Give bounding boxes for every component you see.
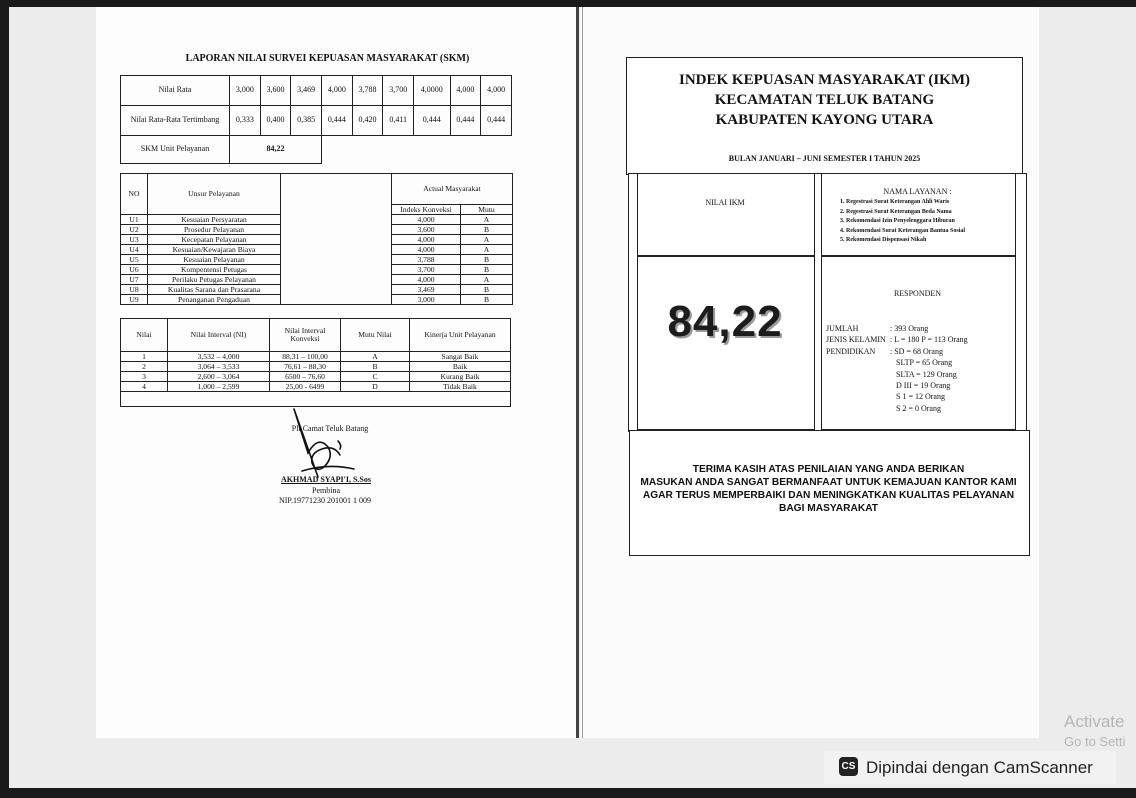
- nilai-rata-cell: 3,700: [383, 76, 414, 106]
- activate-windows-watermark: [1064, 712, 1125, 749]
- unsur-indeks: 4,000: [392, 245, 461, 255]
- unsur-no: U5: [121, 255, 148, 265]
- thanks-message: [629, 463, 1028, 515]
- thanks-line: MASUKAN ANDA SANGAT BERMANFAAT UNTUK KEMAJUAN KANTOR KAMI: [640, 477, 1017, 488]
- nilai-rata-cell: 4,0000: [414, 76, 451, 106]
- unsur-indeks: 3,700: [392, 265, 461, 275]
- interval-konveksi: 76,61 – 88,30: [270, 362, 341, 372]
- unsur-name: Kesuaian Persyaratan: [148, 215, 281, 225]
- nilai-tertimbang-cell: 0,444: [322, 106, 353, 136]
- page-fold-shadow: [582, 7, 583, 738]
- unsur-mutu: A: [461, 275, 513, 285]
- unsur-indeks: 3,788: [392, 255, 461, 265]
- col-actual-header: Actual Masyarakat: [392, 174, 513, 205]
- col-interval-header: Nilai Interval (NI): [168, 319, 270, 352]
- list-item: [826, 391, 1014, 402]
- responden-jk-row: [826, 334, 1014, 345]
- unsur-mutu: A: [461, 245, 513, 255]
- unsur-no: U3: [121, 235, 148, 245]
- layanan-title: NAMA LAYANAN :: [883, 187, 952, 196]
- unsur-name: Prosedur Pelayanan: [148, 225, 281, 235]
- pendidikan-value: SLTP = 65 Orang: [896, 358, 953, 368]
- scan-border-top: [0, 0, 1136, 7]
- interval-kinerja: Sangat Baik: [410, 352, 511, 362]
- col-indeks-header: Indeks Konveksi: [392, 205, 461, 215]
- unsur-mutu: B: [461, 265, 513, 275]
- responden-details: [826, 323, 1014, 414]
- unsur-mutu: B: [461, 285, 513, 295]
- jenis-kelamin-label: JENIS KELAMIN: [826, 335, 886, 345]
- camscanner-logo-icon: CS: [839, 757, 858, 776]
- skm-unit-row: [121, 136, 512, 164]
- list-item: 4. Rekomendasi Surat Keterangan Bantua Sosial: [840, 227, 966, 234]
- jenis-kelamin-value: : L = 180 P = 113 Orang: [890, 335, 968, 345]
- pendidikan-value: S 2 = 0 Orang: [896, 403, 941, 413]
- pendidikan-value: S 1 = 12 Orang: [896, 392, 945, 402]
- nilai-rata-cell: 3,788: [352, 76, 383, 106]
- jumlah-value: : 393 Orang: [890, 324, 929, 333]
- thanks-line: TERIMA KASIH ATAS PENILAIAN YANG ANDA BERIKAN: [692, 464, 965, 475]
- signatory-name: AKHMAD SYAPI'I, S.Sos: [281, 475, 371, 484]
- col-konveksi-header: Nilai Interval Konveksi: [270, 319, 341, 352]
- unsur-no: U1: [121, 215, 148, 225]
- unsur-indeks: 4,000: [392, 215, 461, 225]
- nilai-tertimbang-cell: 0,420: [352, 106, 383, 136]
- unsur-name: Kecepatan Pelayanan: [148, 235, 281, 245]
- list-item: [826, 369, 1014, 380]
- nilai-tertimbang-cell: 0,385: [291, 106, 322, 136]
- unsur-mutu: B: [461, 295, 513, 305]
- unsur-mutu: B: [461, 255, 513, 265]
- nilai-rata-row: [121, 76, 512, 106]
- interval-konveksi: 6500 – 76,60: [270, 372, 341, 382]
- scan-border-bottom: [0, 788, 1136, 798]
- list-item: [826, 380, 1014, 391]
- thanks-line: AGAR TERUS MEMPERBAIKI DAN MENINGKATKAN KUALITAS PELAYANAN: [642, 490, 1015, 501]
- signatory-role: Plt Camat Teluk Batang: [291, 424, 369, 433]
- list-item: 3. Rekomendasi Izin Penyelenggara Hiburan: [840, 218, 955, 225]
- nilai-ikm-value: 84,22: [667, 297, 783, 346]
- skm-unit-label: SKM Unit Pelayanan: [121, 136, 230, 164]
- camscanner-text: Dipindai dengan CamScanner: [866, 758, 1093, 777]
- pendidikan-value: SLTA = 129 Orang: [896, 369, 957, 379]
- responden-pendidikan-row: [826, 346, 1014, 357]
- col-no-header: NO: [121, 174, 148, 215]
- nilai-rata-cell: 4,000: [481, 76, 512, 106]
- nilai-tertimbang-row: [121, 106, 512, 136]
- nilai-tertimbang-cell: 0,400: [260, 106, 291, 136]
- table-row: [121, 362, 511, 372]
- nilai-tertimbang-cell: 0,411: [383, 106, 414, 136]
- activate-line2: Go to Setti: [1064, 734, 1126, 749]
- table-row: [121, 352, 511, 362]
- nilai-rata-cell: 3,600: [260, 76, 291, 106]
- signatory-rank: Pembina: [312, 486, 340, 495]
- unsur-no: U7: [121, 275, 148, 285]
- interval-range: 3,064 – 3,533: [168, 362, 270, 372]
- nilai-tertimbang-label: Nilai Rata-Rata Tertimbang: [121, 106, 230, 136]
- interval-mutu: D: [341, 382, 410, 392]
- ikm-header-box: [626, 57, 1023, 175]
- unsur-no: U2: [121, 225, 148, 235]
- col-nilai-header: Nilai: [121, 319, 168, 352]
- interval-nilai: 1: [121, 352, 168, 362]
- unsur-no: U9: [121, 295, 148, 305]
- ikm-title-line2: KECAMATAN TELUK BATANG: [714, 92, 935, 108]
- interval-header-row: [121, 319, 511, 352]
- nilai-rata-cell: 4,000: [450, 76, 481, 106]
- col-kinerja-header: Kinerja Unit Pelayanan: [410, 319, 511, 352]
- col-mutu-header: Mutu: [461, 205, 513, 215]
- unsur-name: Perilaku Petugas Pelayanan: [148, 275, 281, 285]
- thanks-line: BAGI MASYARAKAT: [778, 503, 879, 514]
- list-item: 1. Regestrasi Surat Keterangan Ahli Waris: [840, 199, 950, 205]
- unsur-indeks: 3,469: [392, 285, 461, 295]
- list-item: 2. Regestrasi Surat Keterangan Beda Nama: [840, 208, 952, 215]
- list-item: [826, 403, 1014, 414]
- list-item: 5. Rekomendasi Dispensasi Nikah: [840, 237, 927, 244]
- unsur-no: U4: [121, 245, 148, 255]
- interval-mutu: B: [341, 362, 410, 372]
- jumlah-label: JUMLAH: [826, 324, 859, 333]
- unsur-name: Penanganan Pengaduan: [148, 295, 281, 305]
- nilai-rata-cell: 3,469: [291, 76, 322, 106]
- nilai-tertimbang-cell: 0,333: [230, 106, 261, 136]
- table-row: [121, 372, 511, 382]
- nilai-ikm-label: NILAI IKM: [705, 198, 745, 207]
- unsur-mutu: A: [461, 235, 513, 245]
- pendidikan-value: : SD = 68 Orang: [890, 346, 943, 356]
- nilai-rata-cell: 4,000: [322, 76, 353, 106]
- col-unsur-header: Unsur Pelayanan: [148, 174, 281, 215]
- page-fold-line: [576, 7, 579, 738]
- interval-mutu: C: [341, 372, 410, 382]
- unsur-indeks: 3,000: [392, 295, 461, 305]
- ikm-title-line3: KABUPATEN KAYONG UTARA: [715, 112, 934, 128]
- unsur-name: Kesuaian Pelayanan: [148, 255, 281, 265]
- layanan-list: [840, 198, 1015, 246]
- responden-jumlah-row: [826, 323, 1014, 334]
- unsur-indeks: 3,600: [392, 225, 461, 235]
- nilai-ikm-label-cell: [637, 173, 815, 257]
- interval-kinerja: Tidak Baik: [410, 382, 511, 392]
- nilai-tertimbang-cell: 0,444: [414, 106, 451, 136]
- interval-table: [120, 318, 511, 407]
- nilai-rata-label: Nilai Rata: [121, 76, 230, 106]
- unsur-name: Kompentensi Petugas: [148, 265, 281, 275]
- unsur-mutu: A: [461, 215, 513, 225]
- interval-kinerja: Kurang Baik: [410, 372, 511, 382]
- unsur-no: U6: [121, 265, 148, 275]
- unsur-header-row: [121, 174, 513, 205]
- unsur-indeks: 4,000: [392, 235, 461, 245]
- skm-unit-empty: [322, 136, 512, 164]
- interval-range: 1,000 – 2,599: [168, 382, 270, 392]
- camscanner-badge: [824, 751, 1116, 784]
- nilai-tertimbang-cell: 0,444: [481, 106, 512, 136]
- responden-title: RESPONDEN: [893, 289, 942, 298]
- ikm-period: BULAN JANUARI – JUNI SEMESTER I TAHUN 2025: [728, 154, 921, 163]
- nilai-tertimbang-cell: 0,444: [450, 106, 481, 136]
- unsur-no: U8: [121, 285, 148, 295]
- col-mutu-nilai-header: Mutu Nilai: [341, 319, 410, 352]
- unsur-blank-column: [281, 174, 392, 305]
- interval-nilai: 4: [121, 382, 168, 392]
- unsur-name: Kualitas Sarana dan Prasarana: [148, 285, 281, 295]
- pendidikan-label: PENDIDIKAN: [826, 346, 876, 356]
- interval-nilai: 2: [121, 362, 168, 372]
- interval-nilai: 3: [121, 372, 168, 382]
- skm-report-title: LAPORAN NILAI SURVEI KEPUASAN MASYARAKAT (SKM): [185, 53, 470, 64]
- scan-border-left: [0, 0, 9, 798]
- table-row: [121, 382, 511, 392]
- handwritten-signature: [288, 405, 358, 485]
- interval-mutu: A: [341, 352, 410, 362]
- unsur-mutu: B: [461, 225, 513, 235]
- unsur-name: Kesuaian/Kewajaran Biaya: [148, 245, 281, 255]
- interval-kinerja: Baik: [410, 362, 511, 372]
- pendidikan-value: D III = 19 Orang: [896, 380, 951, 390]
- signatory-nip: NIP.19771230 201001 1 009: [278, 496, 371, 505]
- interval-konveksi: 88,31 – 100,00: [270, 352, 341, 362]
- unsur-pelayanan-table: [120, 173, 513, 305]
- list-item: [826, 357, 1014, 368]
- interval-range: 3,532 – 4,000: [168, 352, 270, 362]
- unsur-indeks: 4,000: [392, 275, 461, 285]
- skm-unit-value: 84,22: [230, 136, 322, 164]
- activate-line1: Activate: [1064, 712, 1125, 731]
- interval-konveksi: 25,00 - 6499: [270, 382, 341, 392]
- nilai-rata-table: [120, 75, 512, 164]
- ikm-title-line1: INDEK KEPUASAN MASYARAKAT (IKM): [679, 72, 970, 88]
- nilai-rata-cell: 3,000: [230, 76, 261, 106]
- ikm-title: [627, 70, 1022, 130]
- interval-range: 2,600 – 3,064: [168, 372, 270, 382]
